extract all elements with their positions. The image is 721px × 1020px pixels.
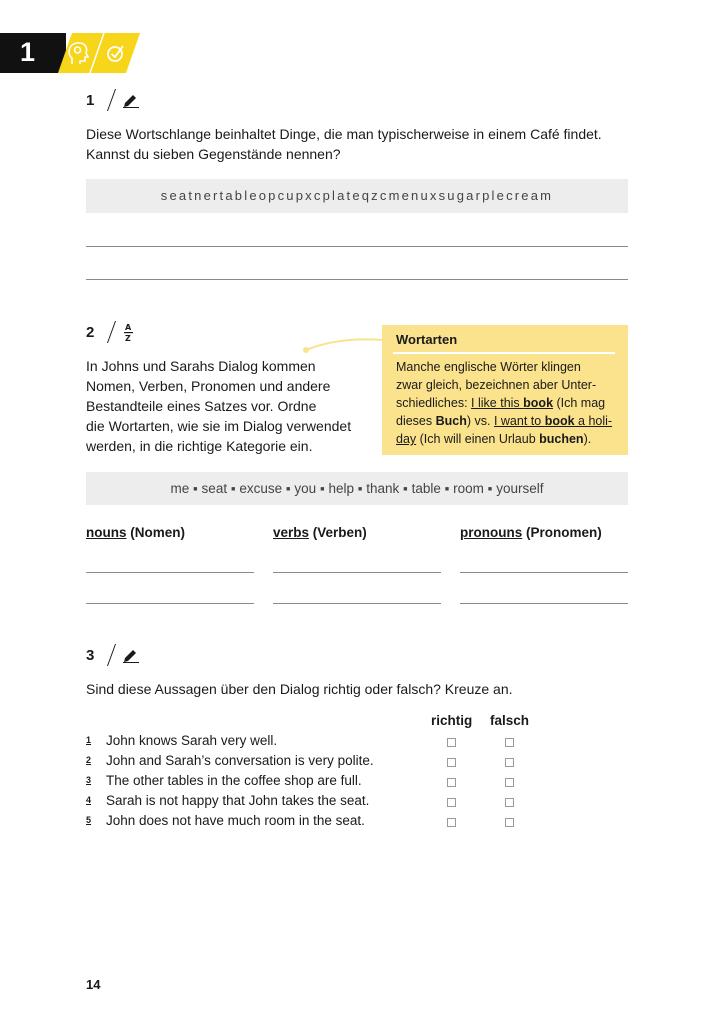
- column-pronouns-heading: [460, 525, 602, 540]
- page-number: 14: [86, 977, 101, 992]
- exercise-3-number: 3: [86, 647, 95, 664]
- svg-text:A: A: [125, 323, 132, 332]
- instruction-line: In Johns und Sarahs Dialog kommen: [86, 358, 316, 374]
- info-line: [396, 412, 622, 430]
- column-de-label: (Pronomen): [522, 525, 602, 540]
- statement-text: The other tables in the coffee shop are full.: [106, 773, 362, 788]
- sort-az-icon: [122, 322, 136, 342]
- info-text-span: dieses: [396, 414, 436, 428]
- nouns-answer-line[interactable]: [86, 603, 254, 604]
- pronouns-answer-line[interactable]: [460, 603, 628, 604]
- exercise-2-instruction: [86, 356, 376, 456]
- info-text-span: ) vs.: [466, 414, 494, 428]
- info-text-span: book: [544, 414, 575, 428]
- falsch-checkbox[interactable]: [505, 818, 514, 827]
- callout-connector: [300, 336, 384, 356]
- column-nouns-heading: [86, 525, 185, 540]
- info-line: Manche englische Wörter klingen: [396, 360, 581, 374]
- instruction-line: Bestandteile eines Satzes vor. Ordne: [86, 398, 317, 414]
- separator-slash: [107, 644, 116, 666]
- pencil-icon: [122, 92, 140, 108]
- statement-number: 2: [86, 755, 92, 765]
- info-text-span: day: [396, 432, 417, 446]
- verbs-answer-line[interactable]: [273, 603, 441, 604]
- statement-text: John knows Sarah very well.: [106, 733, 278, 748]
- info-text-span: I like this: [471, 396, 524, 410]
- word-bank: me ▪ seat ▪ excuse ▪ you ▪ help ▪ thank ▪ table ▪ room ▪ yourself: [86, 472, 628, 505]
- instruction-line: Nomen, Verben, Pronomen und andere: [86, 378, 331, 394]
- statement-number: 5: [86, 815, 92, 825]
- info-line: [396, 394, 622, 412]
- info-text-span: a holi-: [574, 414, 613, 428]
- statement-text: John and Sarah’s conversation is very polite.: [106, 753, 374, 768]
- chapter-icon-strip: [58, 33, 140, 73]
- statement-number: 1: [86, 735, 92, 745]
- svg-text:Z: Z: [125, 334, 131, 342]
- column-verbs-heading: [273, 525, 367, 540]
- instruction-line: werden, in die richtige Kategorie ein.: [86, 438, 313, 454]
- exercise-1-instruction-line-1: Diese Wortschlange beinhaltet Dinge, die man typischerweise in einem Café findet.: [86, 126, 602, 142]
- info-box-text: [396, 358, 622, 448]
- answer-line[interactable]: [86, 279, 628, 280]
- info-text-span: schiedliches:: [396, 396, 472, 410]
- verbs-answer-line[interactable]: [273, 572, 441, 573]
- richtig-checkbox[interactable]: [447, 738, 456, 747]
- pronouns-answer-line[interactable]: [460, 572, 628, 573]
- example-phrase: [494, 414, 612, 428]
- richtig-checkbox[interactable]: [447, 818, 456, 827]
- separator-slash: [107, 89, 116, 111]
- statement-text: John does not have much room in the seat.: [106, 813, 365, 828]
- info-text-span: (Ich mag: [553, 396, 606, 410]
- falsch-checkbox[interactable]: [505, 778, 514, 787]
- info-box-title: Wortarten: [396, 332, 458, 347]
- column-en-label: verbs: [273, 525, 310, 540]
- column-de-label: (Nomen): [126, 525, 185, 540]
- richtig-checkbox[interactable]: [447, 778, 456, 787]
- info-text-span: book: [523, 396, 554, 410]
- column-en-label: nouns: [86, 525, 127, 540]
- richtig-checkbox[interactable]: [447, 758, 456, 767]
- info-line: [396, 430, 622, 448]
- example-phrase: [471, 396, 553, 410]
- statement-number: 4: [86, 795, 92, 805]
- instruction-line: die Wortarten, wie sie im Dialog verwendet: [86, 418, 352, 434]
- info-text-span: buchen: [539, 432, 584, 446]
- word-snake: seatnertableopcupxcplateqzcmenuxsugarplecream: [86, 179, 628, 213]
- separator-slash: [107, 321, 116, 343]
- column-de-label: (Verben): [309, 525, 367, 540]
- richtig-checkbox[interactable]: [447, 798, 456, 807]
- pencil-icon: [122, 647, 140, 663]
- info-line: zwar gleich, bezeichnen aber Unter-: [396, 378, 597, 392]
- column-en-label: pronouns: [460, 525, 523, 540]
- exercise-1-instruction-line-2: Kannst du sieben Gegenstände nennen?: [86, 146, 341, 162]
- nouns-answer-line[interactable]: [86, 572, 254, 573]
- info-text-span: I want to: [493, 414, 545, 428]
- statement-number: 3: [86, 775, 92, 785]
- exercise-2-number: 2: [86, 324, 95, 341]
- falsch-checkbox[interactable]: [505, 798, 514, 807]
- column-richtig-heading: richtig: [431, 713, 473, 728]
- chapter-number: 1: [20, 37, 36, 67]
- statement-text: Sarah is not happy that John takes the seat.: [106, 793, 370, 808]
- info-text-span: Buch: [435, 414, 467, 428]
- falsch-checkbox[interactable]: [505, 738, 514, 747]
- info-text-span: (Ich will einen Urlaub: [416, 432, 540, 446]
- answer-line[interactable]: [86, 246, 628, 247]
- info-text-span: ).: [583, 432, 592, 446]
- exercise-1-number: 1: [86, 92, 95, 109]
- column-falsch-heading: falsch: [490, 713, 530, 728]
- exercise-3-instruction: Sind diese Aussagen über den Dialog richtig oder falsch? Kreuze an.: [86, 681, 513, 697]
- info-box-divider: [393, 352, 615, 354]
- falsch-checkbox[interactable]: [505, 758, 514, 767]
